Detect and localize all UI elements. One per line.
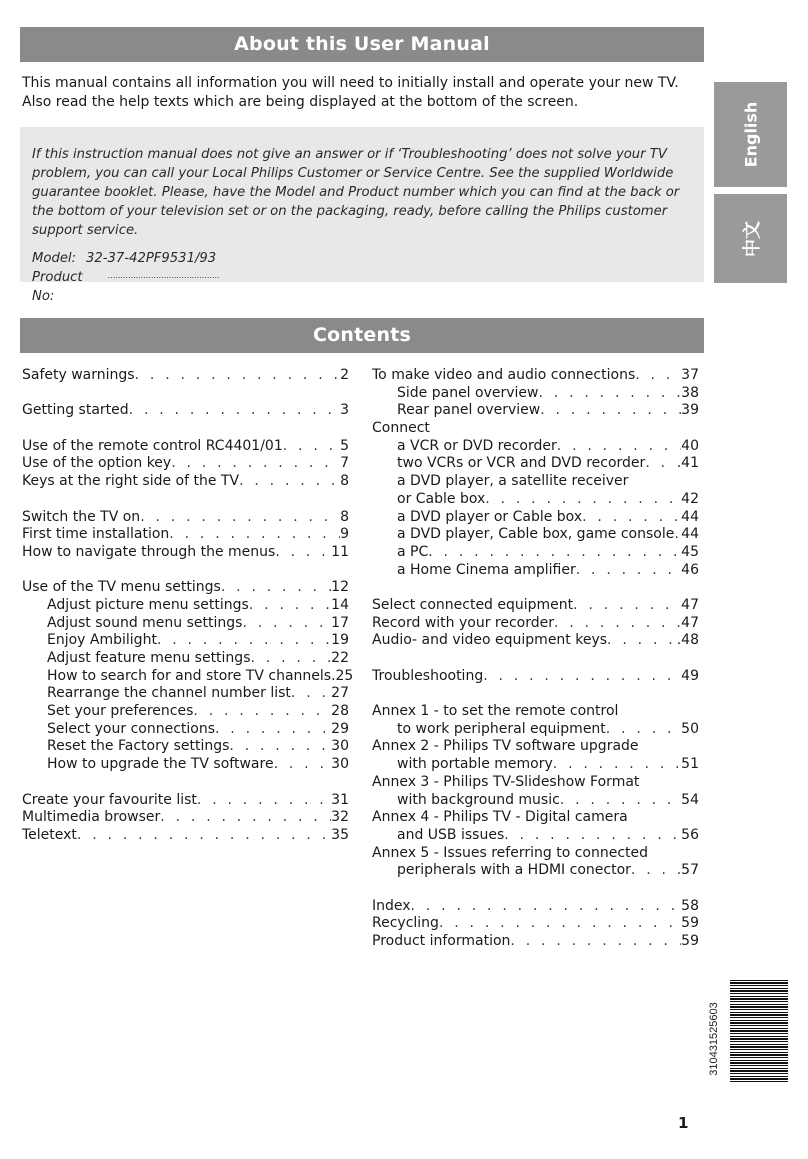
toc-entry-title: peripherals with a HDMI conector xyxy=(397,862,631,879)
toc-entry-page: 14 xyxy=(331,596,349,613)
intro-text xyxy=(22,74,702,112)
toc-entry[interactable] xyxy=(22,721,349,739)
toc-entry-page: 30 xyxy=(331,756,349,773)
toc-entry[interactable] xyxy=(372,703,699,721)
toc-entry-title: To make video and audio connections xyxy=(372,367,636,383)
toc-dot-leader xyxy=(645,455,676,473)
toc-entry-page: .25 xyxy=(331,667,354,684)
toc-entry-title: Rear panel overview xyxy=(397,402,541,419)
toc-entry[interactable] xyxy=(22,402,349,420)
toc-entry[interactable] xyxy=(22,738,349,756)
toc-dot-leader xyxy=(411,898,682,916)
toc-entry[interactable] xyxy=(372,721,699,739)
toc-dot-leader xyxy=(538,385,681,403)
toc-entry-page: 8 xyxy=(340,508,349,525)
barcode xyxy=(730,980,788,1082)
toc-entry-page: 28 xyxy=(331,703,349,720)
product-label: Product No: xyxy=(32,270,83,304)
language-tab-english-label: English xyxy=(741,101,760,168)
toc-spacer xyxy=(22,562,349,580)
toc-entry[interactable] xyxy=(22,615,349,633)
toc-entry[interactable] xyxy=(22,632,349,650)
toc-dot-leader xyxy=(140,509,340,527)
toc-entry-page: 22 xyxy=(331,650,349,666)
toc-entry-title: Adjust picture menu settings xyxy=(47,596,249,613)
toc-entry-title: a PC xyxy=(397,543,429,560)
product-line xyxy=(32,268,692,306)
toc-entry-page: 57 xyxy=(681,862,699,879)
toc-entry[interactable] xyxy=(22,509,349,527)
toc-entry-title: Use of the option key xyxy=(22,455,172,472)
toc-spacer xyxy=(22,774,349,792)
toc-entry-page: 9 xyxy=(340,526,349,543)
model-label: Model: xyxy=(32,251,77,266)
toc-entry[interactable] xyxy=(22,827,349,845)
toc-entry-page: 58 xyxy=(681,897,699,914)
toc-dot-leader xyxy=(553,756,681,774)
toc-entry-page: 12 xyxy=(331,579,349,596)
toc-entry-title: Select connected equipment xyxy=(372,596,574,613)
toc-entry-page: 54 xyxy=(681,791,699,808)
toc-dot-leader xyxy=(197,792,331,810)
toc-entry-title: a Home Cinema amplifier xyxy=(397,561,576,578)
toc-entry-page: 3 xyxy=(340,402,349,419)
toc-dot-leader xyxy=(135,367,340,385)
toc-entry[interactable] xyxy=(372,509,699,527)
toc-left-column xyxy=(22,367,354,845)
toc-dot-leader xyxy=(557,438,681,456)
toc-entry-page: 30 xyxy=(331,738,349,755)
toc-entry-title: a DVD player, Cable box, game console xyxy=(397,526,675,543)
page-number: 1 xyxy=(678,1114,689,1132)
toc-dot-leader xyxy=(251,650,332,668)
toc-dot-leader xyxy=(274,756,332,774)
toc-entry-page: 39 xyxy=(681,402,699,419)
toc-entry[interactable] xyxy=(22,579,349,597)
toc-entry-page: 44 xyxy=(681,526,699,543)
toc-dot-leader xyxy=(157,632,331,650)
toc-entry-page: 47 xyxy=(681,614,699,631)
toc-entry[interactable] xyxy=(372,615,699,633)
toc-dot-leader xyxy=(510,933,681,951)
toc-entry[interactable] xyxy=(372,915,699,933)
toc-entry-page: 19 xyxy=(331,632,349,649)
toc-entry-title: How to search for and store TV channels xyxy=(47,667,332,684)
toc-dot-leader xyxy=(239,473,340,491)
toc-entry[interactable] xyxy=(22,597,349,615)
toc-entry-title: Switch the TV on xyxy=(22,508,141,525)
toc-entry-page: 7 xyxy=(340,455,349,472)
toc-dot-leader xyxy=(221,579,331,597)
toc-entry[interactable] xyxy=(22,703,349,721)
toc-dot-leader xyxy=(554,615,681,633)
toc-entry-title: Use of the remote control RC4401/01 xyxy=(22,437,283,454)
toc-entry-title: Select your connections xyxy=(47,720,215,737)
toc-entry-page: 35 xyxy=(331,826,349,843)
toc-entry-title: Teletext xyxy=(22,826,77,843)
toc-entry-page: 32 xyxy=(331,809,349,826)
language-tab-english[interactable] xyxy=(714,82,787,187)
toc-dot-leader xyxy=(560,792,681,810)
toc-dot-leader xyxy=(77,827,331,845)
toc-dot-leader xyxy=(674,526,681,544)
toc-entry[interactable] xyxy=(372,792,699,810)
toc-entry[interactable] xyxy=(372,933,699,951)
toc-entry-title: to work peripheral equipment xyxy=(397,720,606,737)
toc-dot-leader xyxy=(631,862,681,880)
toc-entry[interactable] xyxy=(22,756,349,774)
toc-entry[interactable] xyxy=(372,774,699,792)
toc-entry[interactable] xyxy=(22,526,349,544)
support-info-text: If this instruction manual does not give an answer or if ‘Troubleshooting’ does not solve your TV problem, you can call your Local Philips Customer or Service Centre. See the supplied Worldwide guarantee booklet. Please, have the Model and Product number which you can find at the back or the bottom of your television set or on the packaging, ready, before calling the Philips customer support service. xyxy=(32,147,680,238)
toc-entry[interactable] xyxy=(372,809,699,827)
toc-entry-title: Safety warnings xyxy=(22,367,135,383)
toc-entry-title: Annex 4 - Philips TV - Digital camera xyxy=(372,809,628,826)
toc-entry[interactable] xyxy=(372,402,699,420)
toc-entry-page: 44 xyxy=(681,508,699,525)
toc-entry-page: 37 xyxy=(681,367,699,383)
toc-right-column xyxy=(372,367,699,951)
toc-entry[interactable] xyxy=(372,862,699,880)
toc-entry-page: 40 xyxy=(681,437,699,454)
toc-spacer xyxy=(372,650,699,668)
toc-dot-leader xyxy=(485,491,681,509)
toc-entry-title: Connect xyxy=(372,420,430,437)
toc-entry-title: Product information xyxy=(372,933,511,949)
model-value: 32-37-42PF9531/93 xyxy=(86,251,217,266)
toc-entry[interactable] xyxy=(22,792,349,810)
product-value: ............................................ xyxy=(108,271,220,280)
toc-dot-leader xyxy=(215,721,331,739)
toc-entry[interactable] xyxy=(22,667,354,686)
toc-dot-leader xyxy=(540,402,681,420)
toc-entry[interactable] xyxy=(22,809,349,827)
toc-dot-leader xyxy=(483,668,681,686)
toc-entry[interactable] xyxy=(22,544,349,562)
toc-entry[interactable] xyxy=(372,455,699,473)
toc-entry-title: Set your preferences xyxy=(47,703,194,720)
toc-entry-title: Audio- and video equipment keys xyxy=(372,632,608,649)
toc-entry[interactable] xyxy=(22,685,349,703)
toc-dot-leader xyxy=(607,632,677,650)
toc-entry[interactable] xyxy=(372,827,699,845)
toc-entry-page: 27 xyxy=(331,685,349,702)
toc-entry-title: Annex 1 - to set the remote control xyxy=(372,703,619,720)
toc-entry-title: or Cable box xyxy=(397,490,486,507)
toc-entry[interactable] xyxy=(372,491,699,509)
toc-entry-title: with portable memory xyxy=(397,756,553,773)
support-info-box xyxy=(20,127,704,304)
toc-entry-title: How to upgrade the TV software xyxy=(47,756,274,773)
toc-entry[interactable] xyxy=(372,526,699,544)
toc-entry-title: Adjust sound menu settings xyxy=(47,614,243,631)
toc-entry-title: Index xyxy=(372,897,411,914)
toc-entry-title: Multimedia browser xyxy=(22,809,161,826)
toc-entry-title: a VCR or DVD recorder xyxy=(397,437,557,454)
toc-dot-leader xyxy=(428,544,681,562)
toc-entry-title: and USB issues xyxy=(397,826,505,843)
toc-dot-leader xyxy=(606,721,681,739)
toc-entry-page: .48 xyxy=(676,632,699,649)
toc-entry-title: Side panel overview xyxy=(397,384,539,401)
toc-entry-title: Reset the Factory settings xyxy=(47,738,230,755)
toc-entry-page: 56 xyxy=(681,826,699,843)
toc-entry-page: 17 xyxy=(331,614,349,631)
toc-entry-title: Troubleshooting xyxy=(372,667,484,684)
toc-dot-leader xyxy=(169,526,340,544)
toc-entry-page: 51 xyxy=(681,756,699,773)
toc-entry-page: .41 xyxy=(676,455,699,472)
toc-entry[interactable] xyxy=(372,385,699,403)
toc-entry-title: Keys at the right side of the TV xyxy=(22,473,240,490)
toc-entry-title: a DVD player, a satellite receiver xyxy=(397,473,629,490)
toc-entry[interactable] xyxy=(372,632,699,650)
toc-entry-title: two VCRs or VCR and DVD recorder xyxy=(397,455,646,472)
toc-dot-leader xyxy=(229,738,331,756)
toc-entry[interactable] xyxy=(22,455,349,473)
toc-entry-page: 46 xyxy=(681,561,699,578)
toc-entry-title: Annex 5 - Issues referring to connected xyxy=(372,844,649,861)
toc-dot-leader xyxy=(635,367,681,385)
toc-dot-leader xyxy=(504,827,681,845)
toc-entry[interactable] xyxy=(372,756,699,774)
toc-dot-leader xyxy=(242,615,331,633)
toc-entry[interactable] xyxy=(22,367,349,385)
toc-entry-title: Getting started xyxy=(22,402,129,419)
toc-dot-leader xyxy=(160,809,331,827)
toc-entry[interactable] xyxy=(372,597,699,615)
toc-entry-page: 31 xyxy=(331,791,349,808)
toc-entry-title: Adjust feature menu settings xyxy=(47,650,251,666)
toc-entry-title: Annex 3 - Philips TV-Slideshow Format xyxy=(372,773,640,790)
toc-entry-title: a DVD player or Cable box xyxy=(397,508,583,525)
toc-entry[interactable] xyxy=(22,650,349,668)
toc-dot-leader xyxy=(275,544,331,562)
toc-entry-page: 59 xyxy=(681,933,699,949)
toc-entry[interactable] xyxy=(372,544,699,562)
about-manual-heading: About this User Manual xyxy=(20,27,704,62)
toc-dot-leader xyxy=(576,562,681,580)
toc-entry[interactable] xyxy=(372,473,699,491)
toc-entry-page: 42 xyxy=(681,490,699,507)
toc-entry-title: Rearrange the channel number list xyxy=(47,685,291,702)
toc-spacer xyxy=(22,385,349,403)
toc-entry[interactable] xyxy=(372,898,699,916)
toc-entry[interactable] xyxy=(372,845,699,863)
language-tab-chinese[interactable] xyxy=(714,194,787,283)
toc-dot-leader xyxy=(249,597,331,615)
toc-entry-title: Recycling xyxy=(372,915,439,932)
toc-spacer xyxy=(22,420,349,438)
toc-spacer xyxy=(22,491,349,509)
language-tab-chinese-label: 中文 xyxy=(741,220,763,257)
toc-entry-title: Use of the TV menu settings xyxy=(22,579,221,596)
toc-dot-leader xyxy=(171,455,340,473)
toc-entry-title: Enjoy Ambilight xyxy=(47,632,157,649)
toc-entry-page: 5 xyxy=(340,437,349,454)
toc-entry-page: 50 xyxy=(681,720,699,737)
toc-entry-title: How to navigate through the menus xyxy=(22,543,276,560)
contents-heading: Contents xyxy=(20,318,704,353)
toc-entry[interactable] xyxy=(372,668,699,686)
toc-entry-title: Create your favourite list xyxy=(22,791,197,808)
toc-entry-title: Record with your recorder xyxy=(372,614,554,631)
toc-entry-page: 38 xyxy=(681,384,699,401)
toc-entry-page: 29 xyxy=(331,720,349,737)
intro-line-1: This manual contains all information you will need to initially install and operate your new TV. xyxy=(22,75,679,91)
toc-entry-page: 11 xyxy=(331,543,349,560)
toc-entry-page: 47 xyxy=(681,596,699,613)
toc-dot-leader xyxy=(291,685,331,703)
barcode-number: 310431525603 xyxy=(708,1002,720,1076)
toc-dot-leader xyxy=(193,703,331,721)
toc-entry-page: 49 xyxy=(681,667,699,684)
toc-dot-leader xyxy=(283,438,340,456)
intro-line-2: Also read the help texts which are being displayed at the bottom of the screen. xyxy=(22,94,579,110)
toc-entry[interactable] xyxy=(372,367,699,385)
toc-dot-leader xyxy=(439,915,681,933)
toc-entry-page: 59 xyxy=(681,915,699,932)
toc-entry-page: 2 xyxy=(340,367,349,383)
toc-spacer xyxy=(372,579,699,597)
toc-entry[interactable] xyxy=(372,562,699,580)
toc-entry[interactable] xyxy=(22,473,349,491)
toc-entry[interactable] xyxy=(372,738,699,756)
toc-entry[interactable] xyxy=(372,438,699,456)
toc-dot-leader xyxy=(129,402,340,420)
toc-spacer xyxy=(372,880,699,898)
toc-dot-leader xyxy=(582,509,681,527)
toc-spacer xyxy=(372,685,699,703)
toc-entry[interactable] xyxy=(22,438,349,456)
toc-entry-page: 45 xyxy=(681,543,699,560)
toc-dot-leader xyxy=(573,597,681,615)
toc-entry-page: 8 xyxy=(340,473,349,490)
toc-entry-title: Annex 2 - Philips TV software upgrade xyxy=(372,738,639,755)
toc-entry[interactable] xyxy=(372,420,699,438)
toc-entry-title: with background music xyxy=(397,791,560,808)
toc-entry-title: First time installation xyxy=(22,526,170,543)
